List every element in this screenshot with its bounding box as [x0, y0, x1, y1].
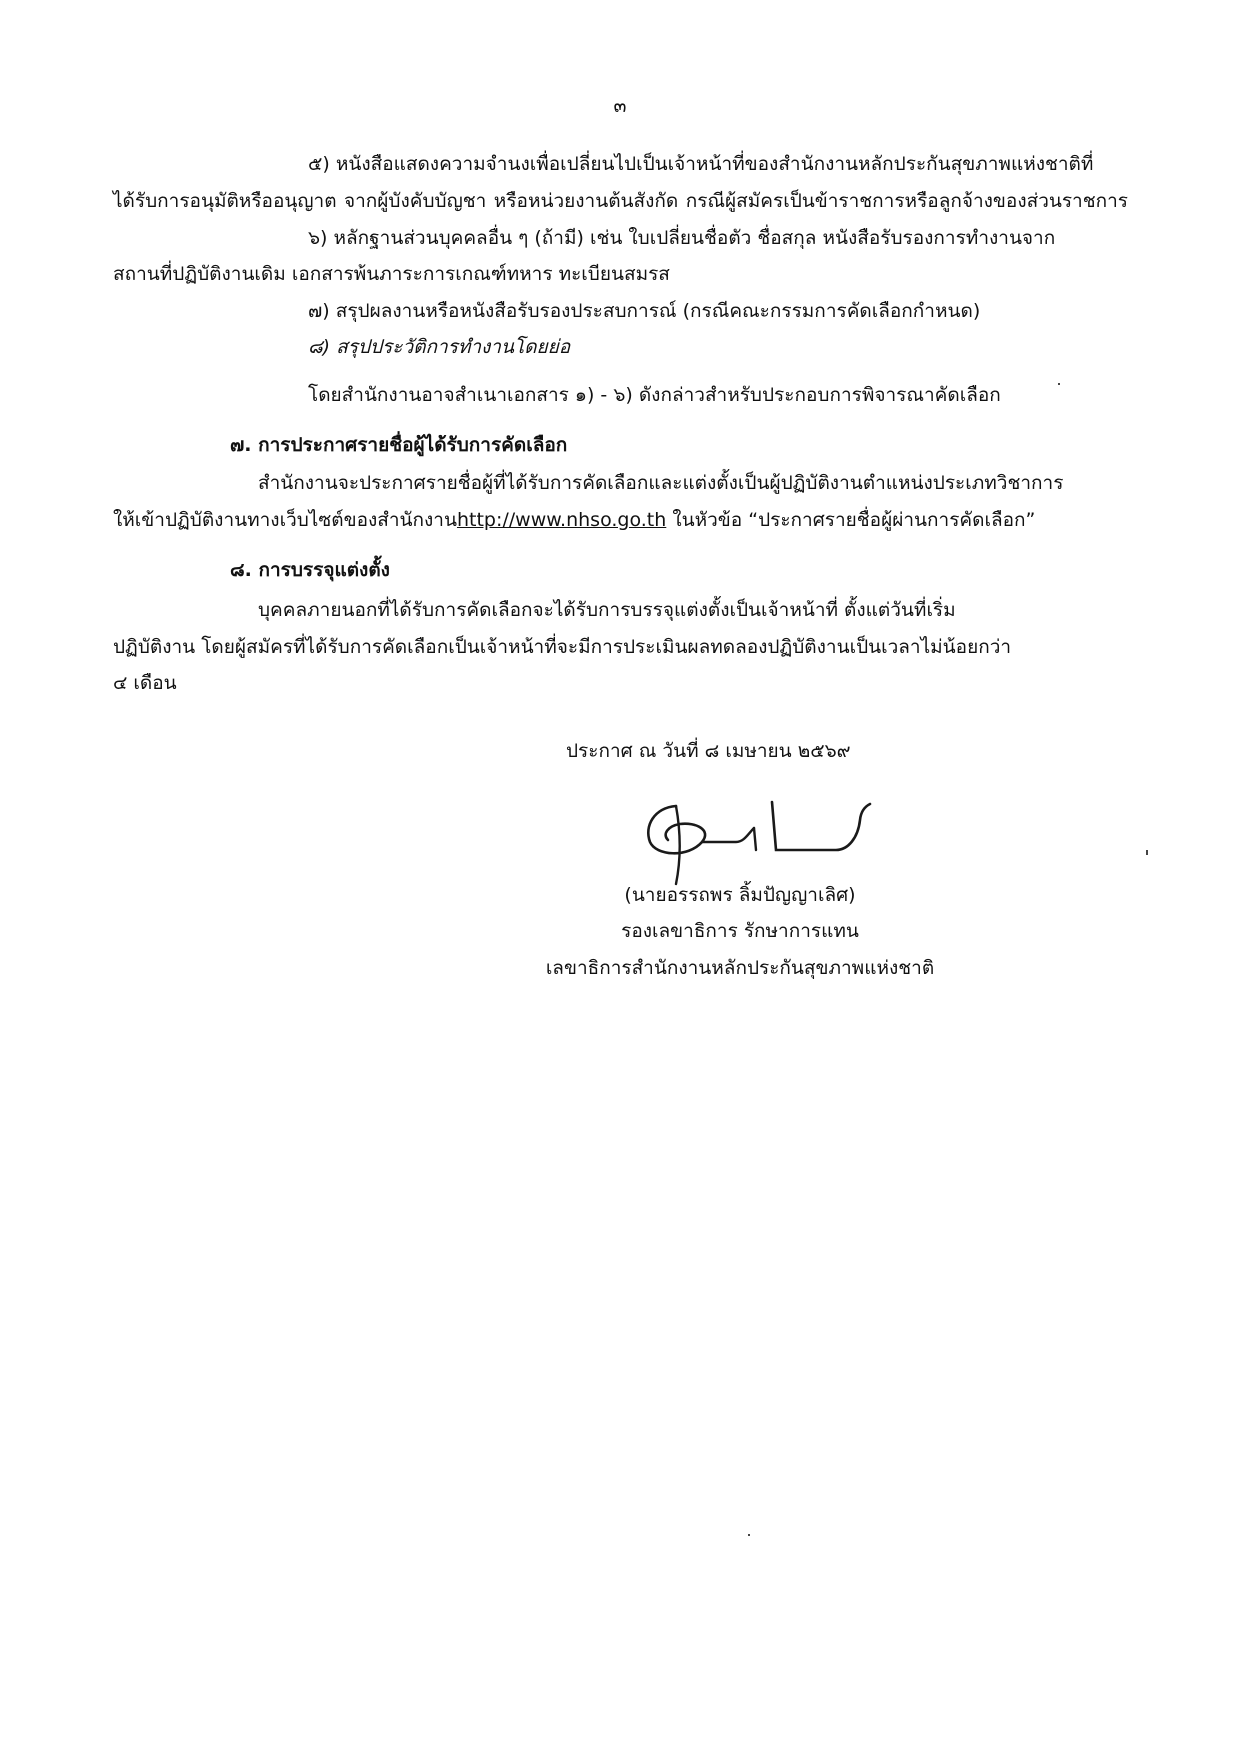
scan-speck: [1146, 850, 1148, 855]
item-5-line-2: ได้รับการอนุมัติหรืออนุญาต จากผู้บังคับบัญชา หรือหน่วยงานต้นสังกัด กรณีผู้สมัครเป็นข้าราชการหรือลูกจ้างของส่วนราชการ: [113, 190, 1128, 212]
section-8-line-1: บุคคลภายนอกที่ได้รับการคัดเลือกจะได้รับการบรรจุแต่งตั้งเป็นเจ้าหน้าที่ ตั้งแต่วันที่เริ่ม: [258, 599, 956, 621]
section-8-line-3: ๔ เดือน: [113, 672, 177, 694]
signatory-name: (นายอรรถพร ลิ้มปัญญาเลิศ): [624, 884, 856, 906]
item-5-line-1: ๕) หนังสือแสดงความจำนงเพื่อเปลี่ยนไปเป็นเจ้าหน้าที่ของสำนักงานหลักประกันสุขภาพแห่งชาติที่: [308, 153, 1094, 175]
scan-speck: [1058, 383, 1060, 385]
signatory-position-1: รองเลขาธิการ รักษาการแทน: [621, 920, 859, 942]
section-7-line-2-topic: ในหัวข้อ “ประกาศรายชื่อผู้ผ่านการคัดเลือก”: [666, 509, 1036, 531]
nhso-website-link[interactable]: http://www.nhso.go.th: [456, 509, 667, 531]
copy-note: โดยสำนักงานอาจสำเนาเอกสาร ๑) - ๖) ดังกล่าวสำหรับประกอบการพิจารณาคัดเลือก: [308, 384, 1001, 406]
announcement-date: ประกาศ ณ วันที่ ๘ เมษายน ๒๕๖๙: [566, 740, 851, 762]
page-number: ๓: [613, 95, 627, 117]
item-7: ๗) สรุปผลงานหรือหนังสือรับรองประสบการณ์ (กรณีคณะกรรมการคัดเลือกกำหนด): [308, 300, 981, 322]
section-7-line-2-text: ให้เข้าปฏิบัติงานทางเว็บไซต์ของสำนักงาน: [113, 509, 457, 531]
item-6-line-1: ๖) หลักฐานส่วนบุคคลอื่น ๆ (ถ้ามี) เช่น ใบเปลี่ยนชื่อตัว ชื่อสกุล หนังสือรับรองการทำงานจาก: [308, 227, 1056, 249]
section-7-line-1: สำนักงานจะประกาศรายชื่อผู้ที่ได้รับการคัดเลือกและแต่งตั้งเป็นผู้ปฏิบัติงานตำแหน่งประเภทวิชาการ: [258, 472, 1064, 494]
scan-speck: [748, 1534, 750, 1536]
section-8-line-2: ปฏิบัติงาน โดยผู้สมัครที่ได้รับการคัดเลือกเป็นเจ้าหน้าที่จะมีการประเมินผลทดลองปฏิบัติงานเป็นเวลาไม่น้อยกว่า: [113, 636, 1012, 658]
signatory-position-2: เลขาธิการสำนักงานหลักประกันสุขภาพแห่งชาติ: [545, 957, 935, 979]
section-7-line-2: [113, 508, 1035, 532]
item-8: ๘) สรุปประวัติการทำงานโดยย่อ: [308, 336, 571, 358]
handwritten-signature: [636, 798, 874, 888]
section-8-heading: ๘. การบรรจุแต่งตั้ง: [230, 559, 390, 581]
section-7-heading: ๗. การประกาศรายชื่อผู้ได้รับการคัดเลือก: [230, 434, 568, 456]
item-6-line-2: สถานที่ปฏิบัติงานเดิม เอกสารพ้นภาระการเกณฑ์ทหาร ทะเบียนสมรส: [113, 263, 670, 285]
